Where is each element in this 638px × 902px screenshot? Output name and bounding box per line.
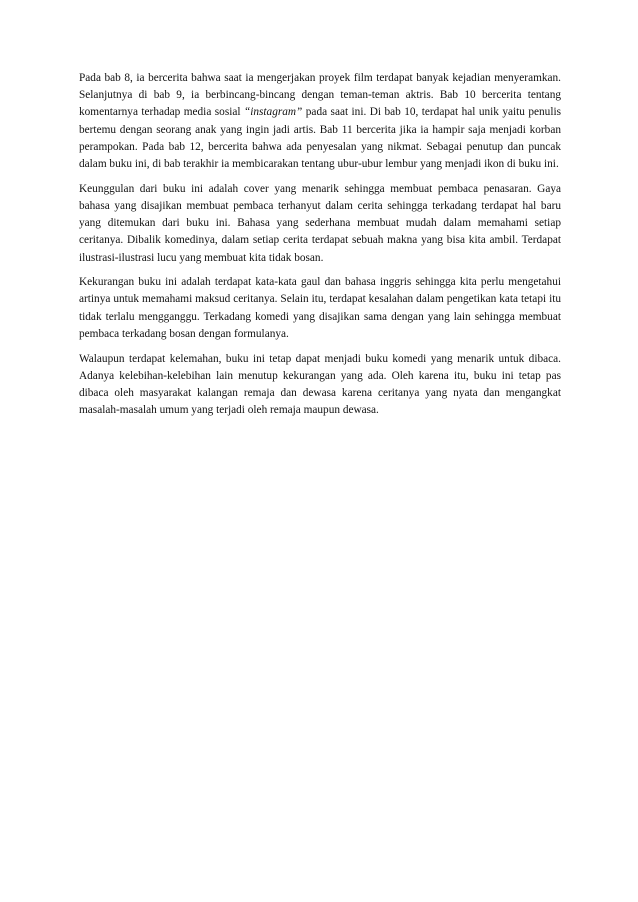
document-body [79, 70, 561, 427]
paragraph-conclusion: Walaupun terdapat kelemahan, buku ini tetap dapat menjadi buku komedi yang menarik untuk dibaca. Adanya kelebihan-kelebihan lain menutup kekurangan yang ada. Oleh karena itu, buku ini tetap pas dibaca oleh masyarakat kalangan remaja dan dewasa karena ceritanya yang nyata dan mengangkat masalah-masalah umum yang terjadi oleh remaja maupun dewasa. [79, 352, 561, 417]
paragraph-text: Pada bab 8, ia bercerita bahwa saat ia mengerjakan proyek film terdapat banyak kejadian menyeramkan. Selanjutnya di bab 9, ia berbincang-bincang dengan teman-teman aktris. Bab 10 bercerita tentang komentarnya terhadap media sosial [79, 72, 561, 119]
emphasis-instagram: “instagram” [243, 106, 303, 119]
paragraph-strengths: Keunggulan dari buku ini adalah cover yang menarik sehingga membuat pembaca penasaran. Gaya bahasa yang disajikan membuat pembaca terhanyut dalam cerita sehingga terkadang terdapat hal baru yang ditemukan dari buku ini. Bahasa yang sederhana membuat mudah dalam memahami setiap ceritanya. Dibalik komedinya, dalam setiap cerita terdapat sebuah makna yang bisa kita ambil. Terdapat ilustrasi-ilustrasi lucu yang membuat kita tidak bosan. [79, 182, 561, 264]
paragraph-text: pada saat ini. Di bab 10, terdapat hal unik yaitu penulis bertemu dengan seorang anak yang ingin jadi artis. Bab 11 bercerita jika ia hampir saja menjadi korban perampokan. Pada bab 12, bercerita bahwa ada penyesalan yang nikmat. Sebagai penutup dan puncak dalam buku ini, di bab terakhir ia membicarakan tentang ubur-ubur lembur yang menjadi ikon di buku ini. [79, 106, 561, 171]
paragraph-weaknesses: Kekurangan buku ini adalah terdapat kata-kata gaul dan bahasa inggris sehingga kita perlu mengetahui artinya untuk memahami maksud ceritanya. Selain itu, terdapat kesalahan dalam pengetikan kata tetapi itu tidak terlalu mengganggu. Terkadang komedi yang disajikan sama dengan yang lain sehingga membuat pembaca terkadang bosan dengan formulanya. [79, 276, 561, 340]
paragraph-chapter-summary [79, 70, 561, 173]
